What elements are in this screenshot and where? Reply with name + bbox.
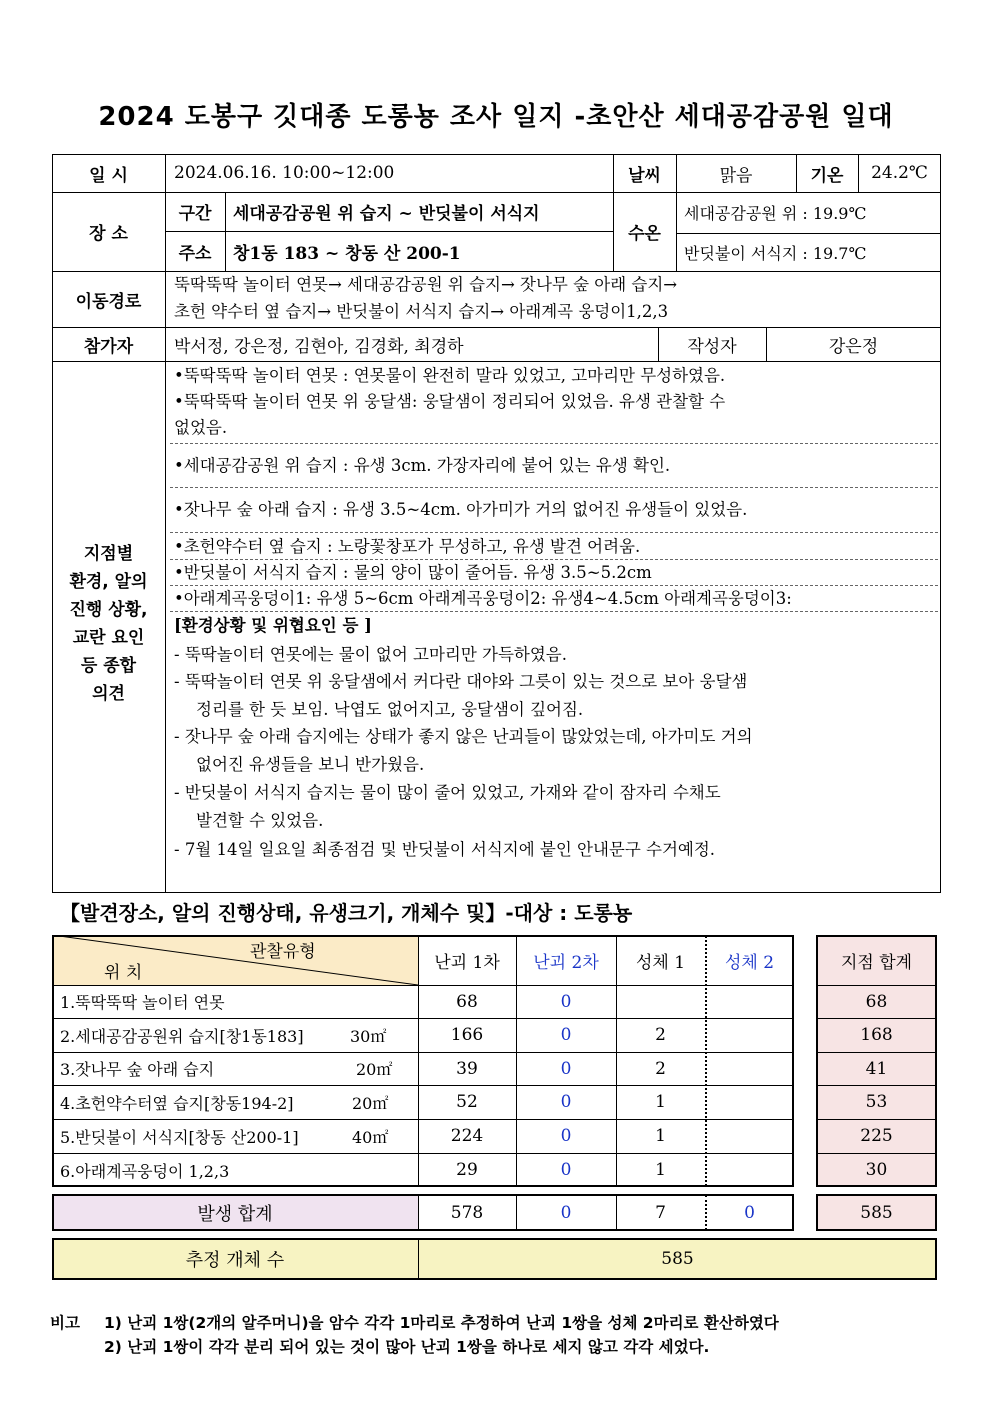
- row-egg-2: 0: [560, 991, 572, 1012]
- row-place: 2.세대공감공원위 습지[창1동183]: [60, 1026, 304, 1046]
- row-area: 20㎡: [352, 1093, 389, 1113]
- row-sum: 41: [865, 1058, 888, 1079]
- env-line-3: - 잣나무 숲 아래 습지에는 상태가 좋지 않은 난괴들이 많았었는데, 아가미도 거의: [174, 727, 753, 746]
- row-egg-1: 29: [456, 1160, 478, 1180]
- row-place: 1.뚝딱뚝딱 놀이터 연못: [60, 993, 225, 1012]
- row-adult-1: 2: [655, 1025, 666, 1045]
- row-adult-1: [616, 985, 705, 1018]
- row-egg-1: 166: [450, 1025, 484, 1045]
- row-area: 30㎡: [350, 1026, 387, 1046]
- header-site-total: 지점 합계: [840, 952, 913, 973]
- section-value: 세대공감공원 위 습지 ~ 반딧불이 서식지: [233, 204, 540, 224]
- corner-observation-type: 관찰유형: [250, 941, 316, 961]
- participants-label: 참가자: [83, 336, 134, 357]
- env-line-2-cont: 정리를 한 듯 보임. 낙엽도 없어지고, 웅달샘이 깊어짐.: [196, 700, 584, 719]
- route-label: 이동경로: [75, 291, 142, 312]
- estimate-label: 추정 개체 수: [185, 1250, 285, 1271]
- row-adult-1: 1: [655, 1126, 666, 1146]
- row-egg-2: 0: [560, 1126, 572, 1146]
- row-place: 3.잣나무 숲 아래 습지: [60, 1060, 215, 1079]
- observation-6: •반딧불이 서식지 습지 : 물의 양이 많이 줄어듬. 유생 3.5~5.2cm: [174, 563, 652, 582]
- total-label: 발생 합계: [197, 1203, 273, 1225]
- note-2: 2) 난괴 1쌍이 각각 분리 되어 있는 것이 많아 난괴 1쌍을 하나로 세지 않고 각각 세었다.: [104, 1338, 710, 1356]
- environment-title: [환경상황 및 위협요인 등 ]: [174, 616, 372, 635]
- observation-5: •초헌약수터 옆 습지 : 노랑꽃창포가 무성하고, 유생 발견 어려움.: [174, 537, 641, 556]
- water-temp-2: 반딧불이 서식지 : 19.7℃: [684, 243, 867, 263]
- page-title: 2024 도봉구 깃대종 도롱뇽 조사 일지 -초안산 세대공감공원 일대: [98, 102, 894, 132]
- row-egg-1: 52: [456, 1092, 478, 1112]
- section-title: 【발견장소, 알의 진행상태, 유생크기, 개체수 및】-대상 : 도롱뇽: [60, 901, 633, 925]
- total-egg-1: 578: [450, 1202, 484, 1223]
- row-sum: 225: [860, 1126, 893, 1146]
- observation-1: •뚝딱뚝딱 놀이터 연못 : 연못물이 완전히 말라 있었고, 고마리만 무성하였음.: [174, 366, 726, 385]
- estimate-value: 585: [661, 1249, 694, 1269]
- env-line-4: - 반딧불이 서식지 습지는 물이 많이 줄어 있었고, 가재와 같이 잠자리 수채도: [174, 783, 721, 802]
- notes-label: 비고: [50, 1314, 80, 1332]
- author-label: 작성자: [687, 336, 737, 357]
- weather-label: 날씨: [628, 165, 661, 186]
- corner-location: 위 치: [104, 962, 143, 982]
- row-sum: 68: [865, 991, 888, 1012]
- air-temp-label: 기온: [810, 165, 844, 186]
- weather-value: 맑음: [719, 165, 753, 186]
- row-place: 6.아래계곡웅덩이 1,2,3: [60, 1161, 230, 1181]
- row-egg-2: 0: [560, 1058, 572, 1079]
- grand-total: 585: [860, 1202, 893, 1223]
- header-egg-1: 난괴 1차: [434, 952, 500, 973]
- row-egg-1: 39: [456, 1058, 478, 1079]
- air-temp-value: 24.2℃: [871, 163, 928, 183]
- place-label: 장 소: [89, 224, 128, 244]
- row-egg-1: 224: [450, 1126, 484, 1146]
- address-value: 창1동 183 ~ 창동 산 200-1: [233, 243, 461, 264]
- row-sum: 30: [865, 1160, 888, 1180]
- row-egg-2: 0: [560, 1025, 572, 1045]
- observation-3: •세대공감공원 위 습지 : 유생 3cm. 가장자리에 붙어 있는 유생 확인.: [174, 456, 671, 475]
- observation-2: •뚝딱뚝딱 놀이터 연못 위 웅달샘: 웅달샘이 정리되어 있었음. 유생 관찰할 수: [174, 392, 726, 411]
- datetime-value: 2024.06.16. 10:00~12:00: [174, 163, 395, 183]
- env-line-2: - 뚝딱놀이터 연못 위 웅달샘에서 커다란 대야와 그릇이 있는 것으로 보아 웅달샘: [174, 672, 748, 691]
- observation-4: •잣나무 숲 아래 습지 : 유생 3.5~4cm. 아가미가 거의 없어진 유생들이 있었음.: [174, 500, 748, 519]
- water-temp-label: 수온: [628, 224, 661, 244]
- datetime-label: 일 시: [89, 165, 128, 186]
- observation-2-cont: 없었음.: [174, 418, 228, 437]
- header-adult-2: 성체 2: [724, 952, 775, 973]
- row-adult-1: 1: [655, 1092, 666, 1112]
- opinion-label: 지점별 환경, 알의 진행 상황, 교란 요인 등 종합 의견: [69, 544, 148, 704]
- address-label: 주소: [178, 243, 212, 264]
- row-egg-2: 0: [560, 1092, 572, 1112]
- row-egg-2: 0: [560, 1160, 572, 1180]
- total-egg-2: 0: [560, 1202, 572, 1223]
- row-area: 40㎡: [352, 1127, 389, 1147]
- route-line-2: 초헌 약수터 옆 습지→ 반딧불이 서식지 습지→ 아래계곡 웅덩이1,2,3: [174, 302, 669, 321]
- header-egg-2: 난괴 2차: [533, 952, 599, 973]
- author-value: 강은정: [828, 336, 879, 357]
- row-area: 20㎡: [356, 1060, 393, 1079]
- row-sum: 168: [860, 1025, 893, 1045]
- note-1: 1) 난괴 1쌍(2개의 알주머니)을 암수 각각 1마리로 추정하여 난괴 1쌍을 성체 2마리로 환산하였다: [104, 1314, 779, 1332]
- total-adult-2: 0: [744, 1202, 755, 1223]
- row-egg-1: 68: [456, 991, 478, 1012]
- section-label: 구간: [178, 204, 212, 224]
- route-line-1: 뚝딱뚝딱 놀이터 연못→ 세대공감공원 위 습지→ 잣나무 숲 아래 습지→: [174, 275, 678, 294]
- row-place: 5.반딧불이 서식지[창동 산200-1]: [60, 1127, 299, 1147]
- total-adult-1: 7: [655, 1202, 666, 1223]
- row-place: 4.초헌약수터옆 습지[창동194-2]: [60, 1093, 294, 1113]
- header-adult-1: 성체 1: [635, 952, 686, 973]
- env-line-5: - 7월 14일 일요일 최종점검 및 반딧불이 서식지에 붙인 안내문구 수거예정.: [174, 840, 716, 859]
- env-line-3-cont: 없어진 유생들을 보니 반가웠음.: [196, 755, 425, 774]
- row-adult-1: 1: [655, 1160, 666, 1180]
- env-line-1: - 뚝딱놀이터 연못에는 물이 없어 고마리만 가득하였음.: [174, 645, 567, 664]
- row-adult-1: 2: [655, 1058, 666, 1079]
- water-temp-1: 세대공감공원 위 : 19.9℃: [684, 204, 867, 223]
- observation-7: •아래계곡웅덩이1: 유생 5~6cm 아래계곡웅덩이2: 유생4~4.5cm 아래계곡웅덩이3:: [174, 589, 792, 608]
- env-line-4-cont: 발견할 수 있었음.: [196, 811, 324, 830]
- row-sum: 53: [865, 1092, 888, 1112]
- participants-value: 박서정, 강은정, 김현아, 김경화, 최경하: [174, 336, 464, 357]
